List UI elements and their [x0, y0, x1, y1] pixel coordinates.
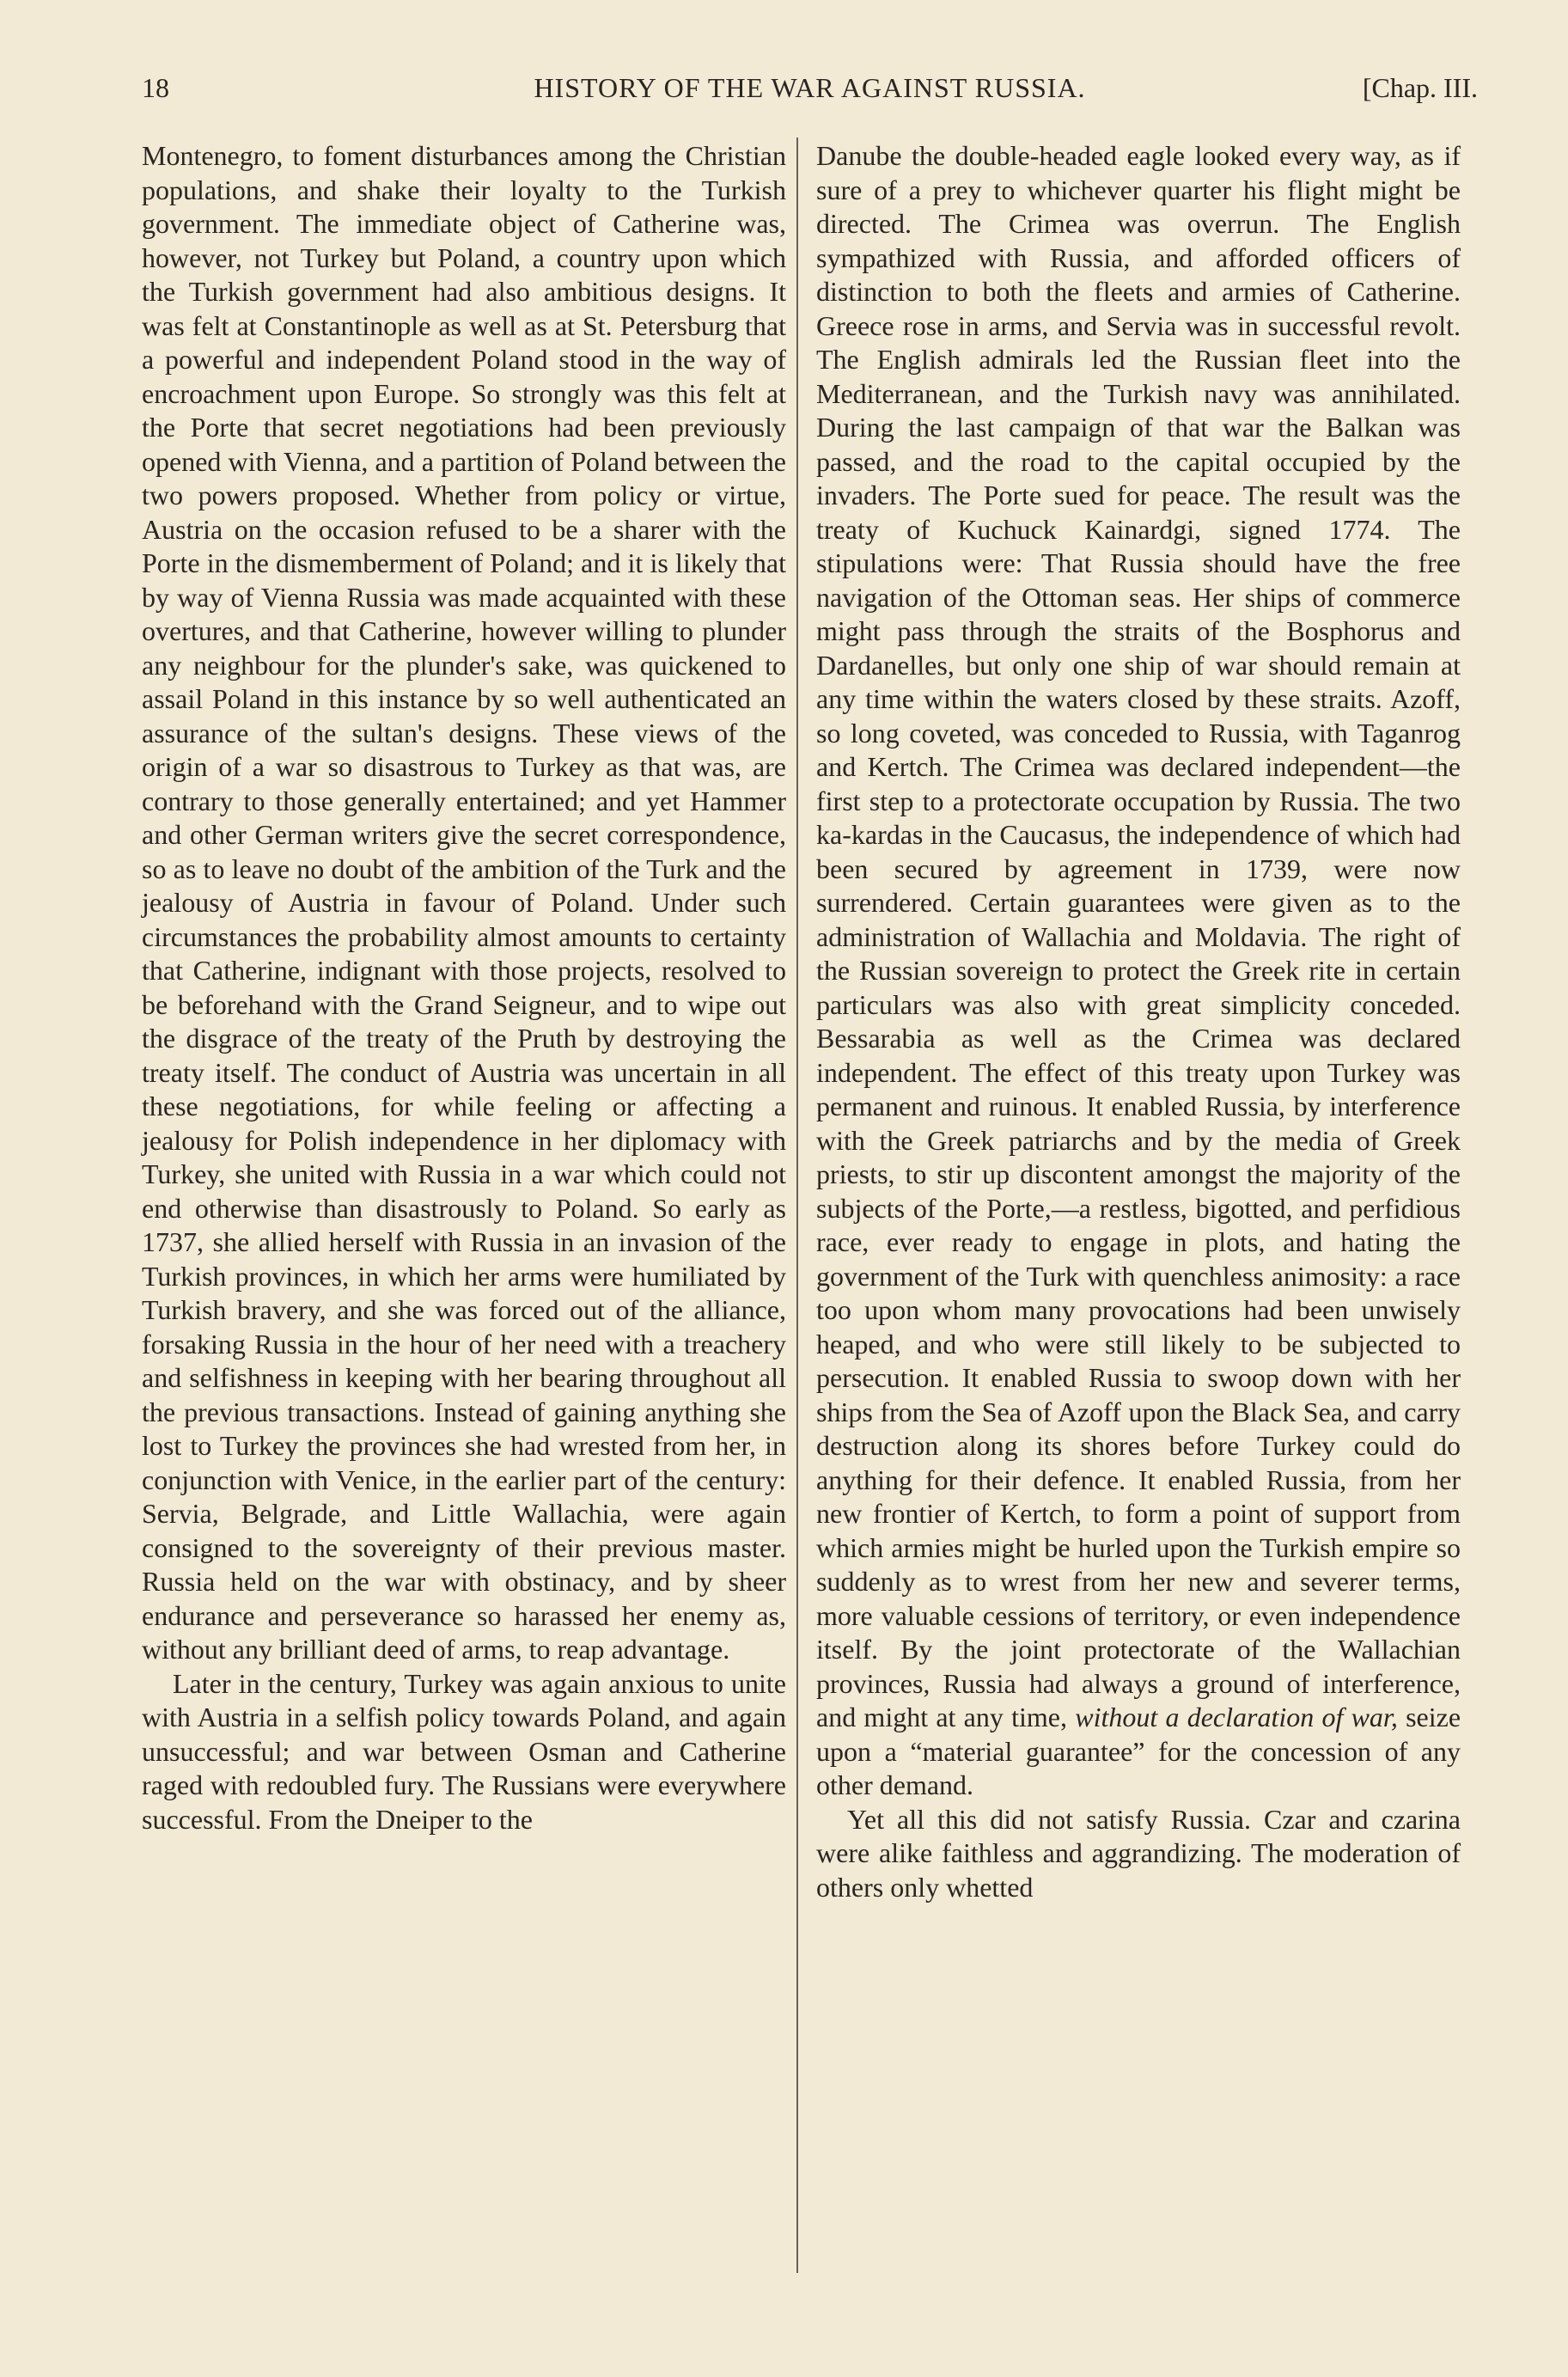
- right-column: [816, 139, 1461, 1904]
- running-header: [142, 72, 1478, 115]
- paragraph: Yet all this did not satisfy Russia. Czar and czarina were alike faithless and aggrandizing. The moderation of others only whetted: [816, 1803, 1461, 1903]
- left-column: [142, 139, 786, 1836]
- paragraph-text: Danube the double-headed eagle looked every way, as if sure of a prey to whichever quarter his flight might be directed. The Crimea was overrun. The English sympathized with Russia, and afforded officers of distinction to both the fleets and armies of Catherine. Greece rose in arms, and Servia was in successful revolt. The English admirals led the Russian fleet into the Mediterranean, and the Turkish navy was annihilated. During the last campaign of that war the Balkan was passed, and the road to the capital occupied by the invaders. The Porte sued for peace. The result was the treaty of Kuchuck Kainardgi, signed 1774. The stipulations were: That Russia should have the free navigation of the Ottoman seas. Her ships of commerce might pass through the straits of the Bosphorus and Dardanelles, but only one ship of war should remain at any time within the waters closed by these straits. Azoff, so long coveted, was conceded to Russia, with Taganrog and Kertch. The Crimea was declared independent—the first step to a protectorate occupation by Russia. The two ka-kardas in the Caucasus, the independence of which had been secured by agreement in 1739, were now surrendered. Certain guarantees were given as to the administration of Wallachia and Moldavia. The right of the Russian sovereign to protect the Greek rite in certain particulars was also with great simplicity conceded. Bessarabia as well as the Crimea was declared independent. The effect of this treaty upon Turkey was permanent and ruinous. It enabled Russia, by interference with the Greek patriarchs and by the media of Greek priests, to stir up discontent amongst the majority of the subjects of the Porte,—a restless, bigotted, and perfidious race, ever ready to engage in plots, and hating the government of the Turk with quenchless animosity: a race too upon whom many provocations had been unwisely heaped, and who were still likely to be subjected to persecution. It enabled Russia to swoop down with her ships from the Sea of Azoff upon the Black Sea, and carry destruction along its shores before Turkey could do anything for their defence. It enabled Russia, from her new frontier of Kertch, to form a point of support from which armies might be hurled upon the Turkish empire so suddenly as to wrest from her new and severer terms, more valuable cessions of territory, or even independence itself. By the joint protectorate of the Wallachian provinces, Russia had always a ground of interference, and might at any time,: [816, 140, 1461, 1732]
- paragraph: Montenegro, to foment disturbances among the Christian populations, and shake their loyalty to the Turkish government. The immediate object of Catherine was, however, not Turkey but Poland, a country upon which the Turkish government had also ambitious designs. It was felt at Constantinople as well as at St. Petersburg that a powerful and independent Poland stood in the way of encroachment upon Europe. So strongly was this felt at the Porte that secret negotiations had been previously opened with Vienna, and a partition of Poland between the two powers proposed. Whether from policy or virtue, Austria on the occasion refused to be a sharer with the Porte in the dismemberment of Poland; and it is likely that by way of Vienna Russia was made acquainted with these overtures, and that Catherine, however willing to plunder any neighbour for the plunder's sake, was quickened to assail Poland in this instance by so well authenticated an assurance of the sultan's designs. These views of the origin of a war so disastrous to Turkey as that was, are contrary to those generally entertained; and yet Hammer and other German writers give the secret correspondence, so as to leave no doubt of the ambition of the Turk and the jealousy of Austria in favour of Poland. Under such circumstances the probability almost amounts to certainty that Catherine, indignant with those projects, resolved to be beforehand with the Grand Seigneur, and to wipe out the disgrace of the treaty of the Pruth by destroying the treaty itself. The conduct of Austria was uncertain in all these negotiations, for while feeling or affecting a jealousy for Polish independence in her diplomacy with Turkey, she united with Russia in a war which could not end otherwise than disastrously to Poland. So early as 1737, she allied herself with Russia in an invasion of the Turkish provinces, in which her arms were humiliated by Turkish bravery, and she was forced out of the alliance, forsaking Russia in the hour of her need with a treachery and selfishness in keeping with her bearing throughout all the previous transactions. Instead of gaining anything she lost to Turkey the provinces she had wrested from her, in conjunction with Venice, in the earlier part of the century: Servia, Belgrade, and Little Wallachia, were again consigned to the sovereignty of their previous master. Russia held on the war with obstinacy, and by sheer endurance and perseverance so harassed her enemy as, without any brilliant deed of arms, to reap advantage.: [142, 140, 786, 1665]
- italic-phrase: without a declaration of war,: [1075, 1702, 1398, 1732]
- page-number: 18: [142, 72, 169, 103]
- running-title: HISTORY OF THE WAR AGAINST RUSSIA.: [534, 72, 1086, 103]
- paragraph-text: seize upon a “material guarantee” for the concession of any other demand.: [816, 1702, 1461, 1800]
- column-divider: [796, 137, 798, 2273]
- paragraph: Later in the century, Turkey was again anxious to unite with Austria in a selfish policy towards Poland, and again unsuccessful; and war between Osman and Catherine raged with redoubled fury. The Russians were everywhere successful. From the Dneiper to the: [142, 1667, 786, 1835]
- chapter-label: [Chap. III.: [1362, 72, 1478, 103]
- paragraph: [816, 139, 1461, 1803]
